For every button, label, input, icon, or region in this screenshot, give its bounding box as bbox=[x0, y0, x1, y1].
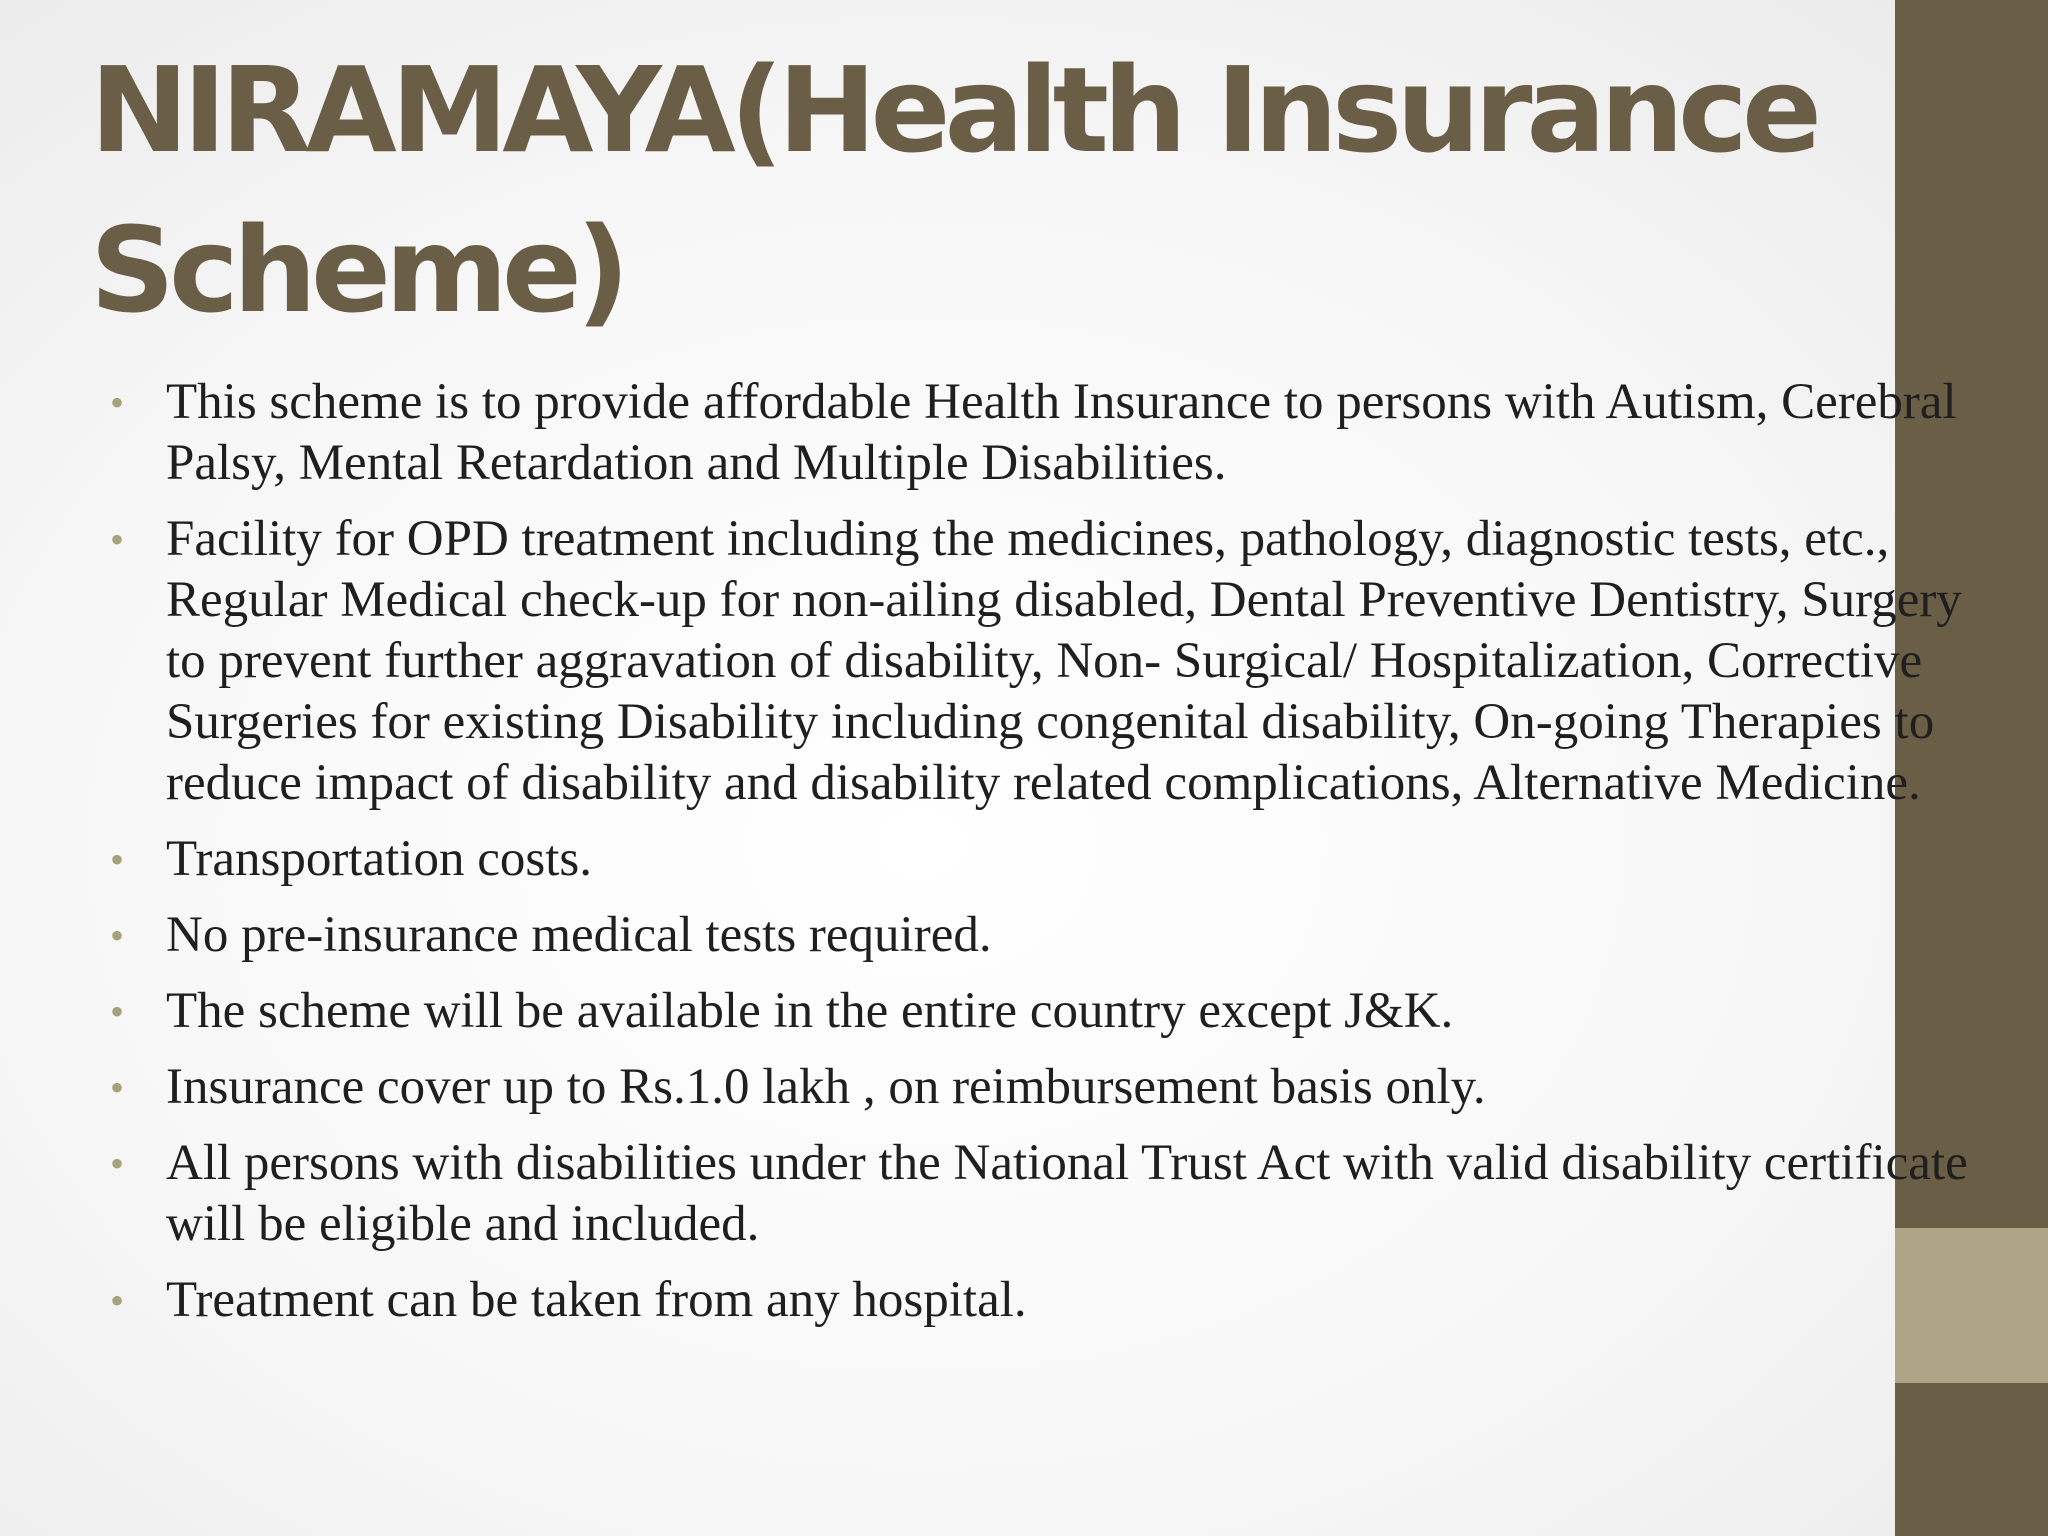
bullet-item bbox=[110, 905, 1990, 966]
bullet-text: Insurance cover up to Rs.1.0 lakh , on reimbursement basis only. bbox=[166, 1059, 1486, 1115]
bullet-dot-icon: • bbox=[110, 1141, 125, 1186]
bullet-dot-icon: • bbox=[110, 1065, 125, 1110]
bullet-dot-icon: • bbox=[110, 913, 125, 958]
slide-title bbox=[90, 30, 1890, 350]
bullet-text: The scheme will be available in the entire country except J&K. bbox=[166, 983, 1454, 1039]
bullet-list bbox=[110, 372, 1990, 1346]
bullet-text: All persons with disabilities under the National Trust Act with valid disability certificate will be eligible and included. bbox=[166, 1135, 1968, 1252]
bullet-item bbox=[110, 509, 1990, 814]
bullet-dot-icon: • bbox=[110, 517, 125, 562]
bullet-text: This scheme is to provide affordable Health Insurance to persons with Autism, Cerebral Palsy, Mental Retardation and Multiple Disabilities. bbox=[166, 374, 1957, 491]
bullet-text: Facility for OPD treatment including the medicines, pathology, diagnostic tests, etc., Regular Medical check-up for non-ailing disabled, Dental Preventive Dentistry, Surgery to prevent further aggravation of disability, Non- Surgical/ Hospitalization, Corrective Surgeries for existing Disability including congenital disability, On-going Therapies to reduce impact of disability and disability related complications, Alternative Medicine. bbox=[166, 511, 1962, 811]
title-line-2: Scheme) bbox=[90, 201, 624, 339]
bullet-item bbox=[110, 1133, 1990, 1255]
title-line-1: NIRAMAYA(Health Insurance bbox=[90, 41, 1817, 179]
bullet-text: No pre-insurance medical tests required. bbox=[166, 907, 992, 963]
bullet-item bbox=[110, 372, 1990, 494]
bullet-item bbox=[110, 981, 1990, 1042]
bullet-item bbox=[110, 829, 1990, 890]
bullet-dot-icon: • bbox=[110, 380, 125, 425]
bullet-text: Treatment can be taken from any hospital. bbox=[166, 1272, 1027, 1328]
bullet-dot-icon: • bbox=[110, 989, 125, 1034]
bullet-item bbox=[110, 1270, 1990, 1331]
bullet-text: Transportation costs. bbox=[166, 831, 592, 887]
bullet-dot-icon: • bbox=[110, 1278, 125, 1323]
bullet-dot-icon: • bbox=[110, 837, 125, 882]
bullet-item bbox=[110, 1057, 1990, 1118]
